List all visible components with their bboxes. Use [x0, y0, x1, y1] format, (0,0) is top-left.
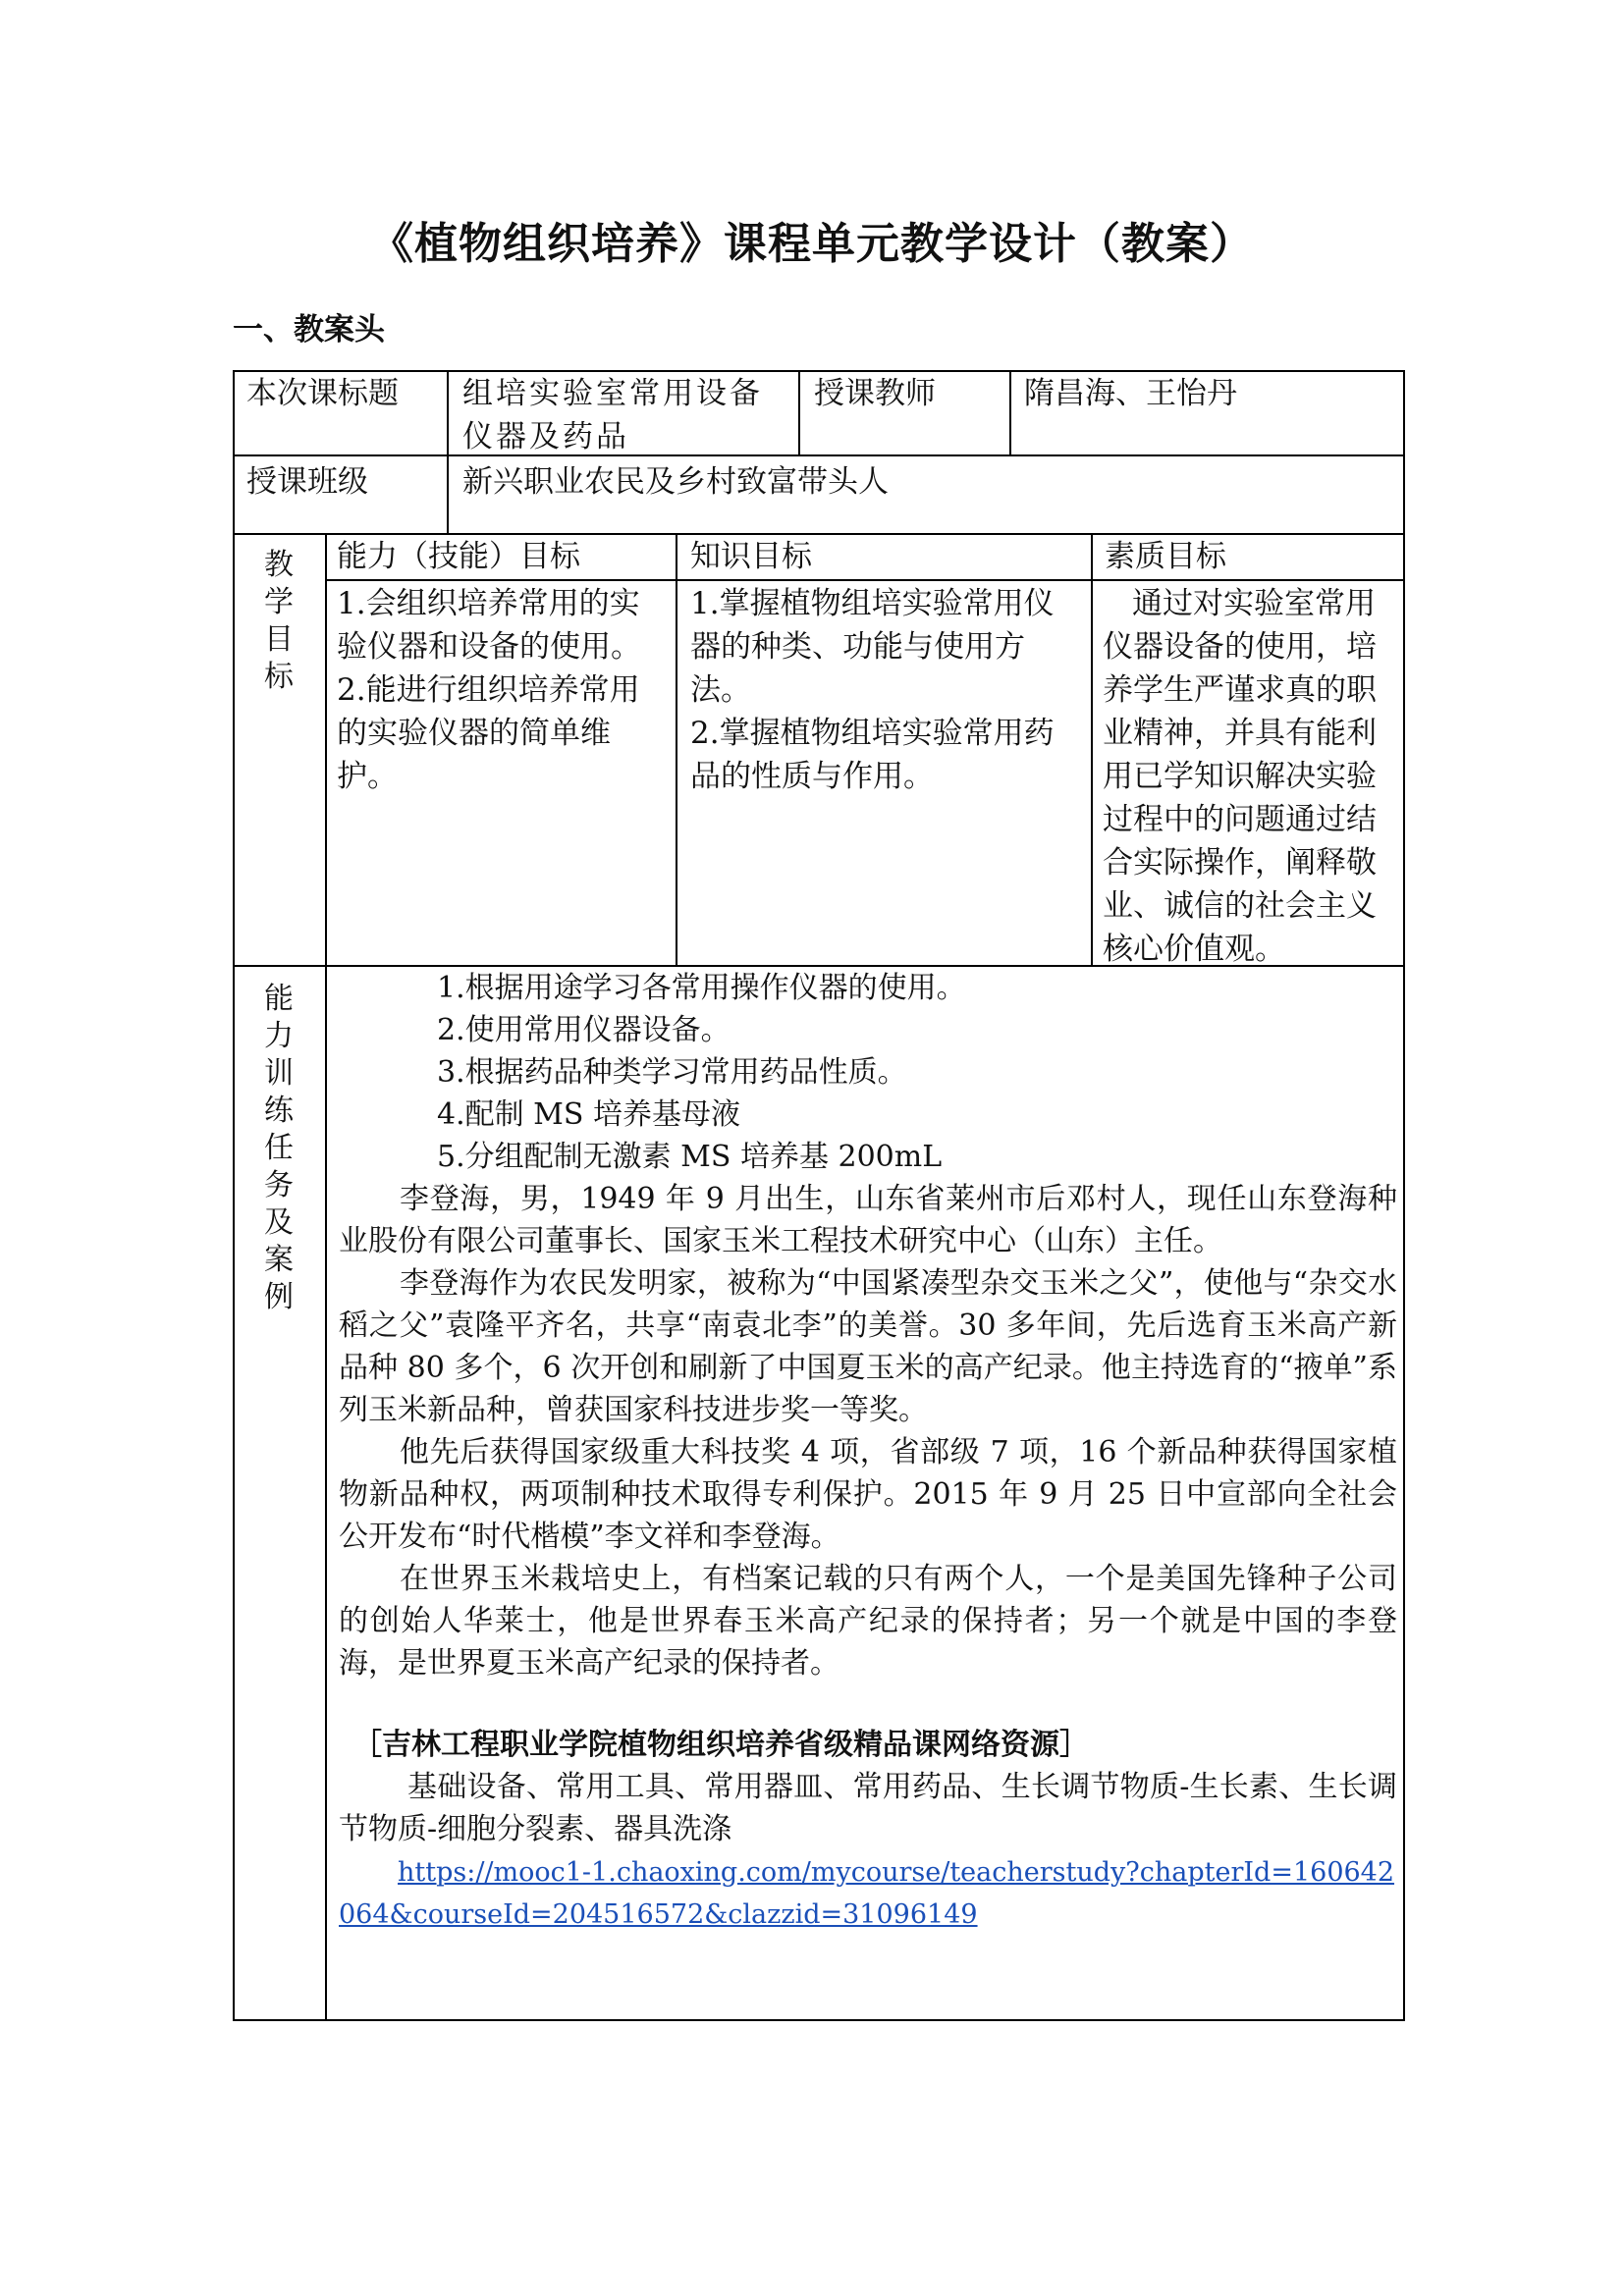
section-heading: 一、教案头 — [233, 312, 385, 347]
ability-header: 能力（技能）目标 — [337, 539, 580, 574]
table-rule — [676, 533, 677, 965]
table-border-bottom — [233, 2019, 1405, 2021]
resource-link[interactable]: https://mooc1-1.chaoxing.com/mycourse/teacherstudy?chapterId=160642064&courseId=204516572&clazzid=31096149 — [339, 1857, 1395, 1930]
case-paragraph: 他先后获得国家级重大科技奖 4 项，省部级 7 项，16 个新品种获得国家植物新品种权，两项制种技术取得专利保护。2015 年 9 月 25 日中宣部向全社会公开发布“时代楷模”李文祥和李登海。 — [339, 1435, 1397, 1554]
table-rule — [1091, 533, 1093, 965]
document-title: 《植物组织培养》课程单元教学设计（教案） — [370, 219, 1254, 269]
class-value: 新兴职业农民及乡村致富带头人 — [462, 464, 889, 500]
task-item: 1.根据用途学习各常用操作仪器的使用。 — [437, 971, 966, 1005]
ability-goals — [337, 582, 667, 798]
table-rule — [325, 579, 1405, 581]
knowledge-goals — [690, 582, 1083, 798]
case-paragraph: 李登海，男，1949 年 9 月出生，山东省莱州市后邓村人，现任山东登海种业股份有限公司董事长、国家玉米工程技术研究中心（山东）主任。 — [339, 1182, 1397, 1258]
tasks-content — [339, 967, 1397, 1935]
course-title-value: 组培实验室常用设备仪器及药品 — [462, 376, 763, 454]
course-title-label: 本次课标题 — [246, 376, 399, 411]
tasks-side-label: 能力训练任务及案例 — [264, 982, 294, 1314]
ability-goal-item: 1.会组织培养常用的实验仪器和设备的使用。 — [337, 586, 641, 665]
knowledge-header: 知识目标 — [690, 539, 812, 574]
table-border-right — [1403, 370, 1405, 2021]
table-rule — [325, 533, 327, 2021]
task-item: 5.分组配制无激素 MS 培养基 200mL — [437, 1140, 943, 1174]
quality-goal — [1103, 582, 1397, 971]
resource-text: 基础设备、常用工具、常用器皿、常用药品、生长调节物质-生长素、生长调节物质-细胞分裂素、器具洗涤 — [339, 1770, 1397, 1846]
table-rule — [447, 370, 449, 533]
task-item: 2.使用常用仪器设备。 — [437, 1013, 731, 1047]
teacher-value: 隋昌海、王怡丹 — [1024, 376, 1237, 411]
case-paragraph: 在世界玉米栽培史上，有档案记载的只有两个人，一个是美国先锋种子公司的创始人华莱士，他是世界春玉米高产纪录的保持者；另一个就是中国的李登海，是世界夏玉米高产纪录的保持者。 — [339, 1562, 1397, 1681]
knowledge-goal-item: 2.掌握植物组培实验常用药品的性质与作用。 — [690, 716, 1055, 794]
table-rule — [1009, 370, 1011, 454]
lesson-plan-table — [233, 370, 1405, 2021]
class-label: 授课班级 — [246, 464, 368, 500]
teacher-label: 授课教师 — [814, 376, 936, 411]
quality-goal-text: 通过对实验室常用仪器设备的使用，培养学生严谨求真的职业精神，并具有能利用已学知识解决实验过程中的问题通过结合实际操作，阐释敬业、诚信的社会主义核心价值观。 — [1103, 586, 1377, 967]
objectives-side-label: 教学目标 — [264, 548, 294, 694]
knowledge-goal-item: 1.掌握植物组培实验常用仪器的种类、功能与使用方法。 — [690, 586, 1055, 708]
resource-title: ［吉林工程职业学院植物组织培养省级精品课网络资源］ — [352, 1728, 1089, 1762]
ability-goal-item: 2.能进行组织培养常用的实验仪器的简单维护。 — [337, 672, 640, 794]
case-paragraph: 李登海作为农民发明家，被称为“中国紧凑型杂交玉米之父”，使他与“杂交水稻之父”袁隆平齐名，共享“南袁北李”的美誉。30 多年间，先后选育玉米高产新品种 80 多个，6 次开创和刷新了中国夏玉米的高产纪录。他主持选育的“掖单”系列玉米新品种，曾获国家科技进步奖一等奖。 — [339, 1266, 1397, 1427]
table-rule — [233, 454, 1405, 456]
table-border-left — [233, 370, 235, 2021]
resource-link-line — [339, 1850, 1397, 1935]
task-item: 4.配制 MS 培养基母液 — [437, 1097, 740, 1132]
task-item: 3.根据药品种类学习常用药品性质。 — [437, 1055, 907, 1090]
quality-header: 素质目标 — [1105, 539, 1226, 574]
table-rule — [798, 370, 800, 454]
